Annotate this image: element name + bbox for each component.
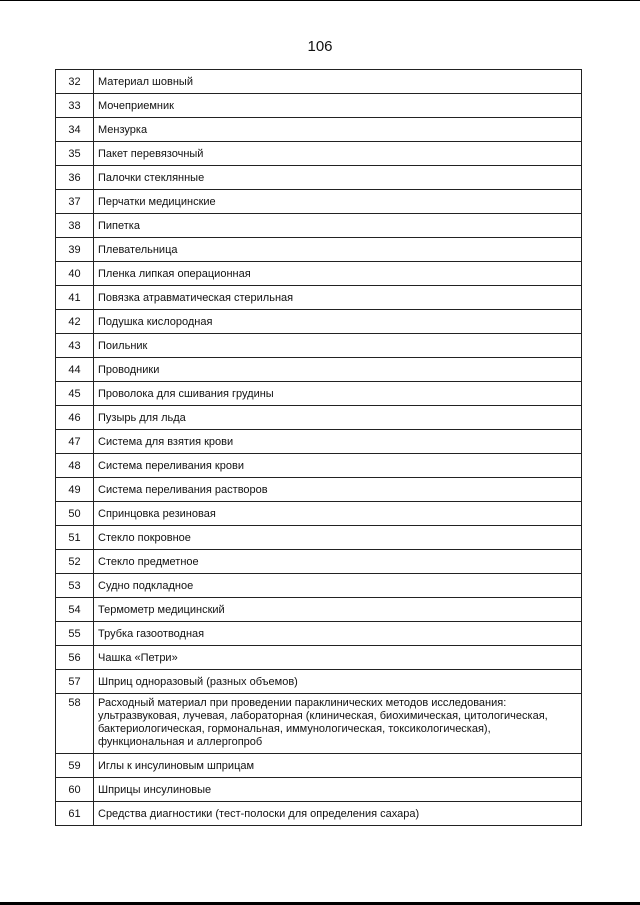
row-item: Система переливания растворов <box>94 478 582 502</box>
table-row <box>56 142 582 166</box>
row-number: 60 <box>56 778 94 802</box>
table-row <box>56 598 582 622</box>
table-row <box>56 622 582 646</box>
row-item: Система для взятия крови <box>94 430 582 454</box>
row-item: Палочки стеклянные <box>94 166 582 190</box>
table-row <box>56 526 582 550</box>
table-row <box>56 502 582 526</box>
row-item: Термометр медицинский <box>94 598 582 622</box>
row-number: 40 <box>56 262 94 286</box>
row-item: Стекло предметное <box>94 550 582 574</box>
table-row <box>56 454 582 478</box>
table-row <box>56 310 582 334</box>
table-row <box>56 802 582 826</box>
row-number: 53 <box>56 574 94 598</box>
row-number: 54 <box>56 598 94 622</box>
table-row <box>56 754 582 778</box>
supplies-table-body <box>56 70 582 826</box>
table-row <box>56 70 582 94</box>
row-item: Средства диагностики (тест-полоски для определения сахара) <box>94 802 582 826</box>
page-top-edge <box>0 0 640 1</box>
table-row <box>56 694 582 754</box>
row-item: Пузырь для льда <box>94 406 582 430</box>
row-number: 46 <box>56 406 94 430</box>
row-item: Проволока для сшивания грудины <box>94 382 582 406</box>
row-number: 58 <box>56 694 94 754</box>
row-item: Стекло покровное <box>94 526 582 550</box>
row-number: 45 <box>56 382 94 406</box>
page-number: 106 <box>307 38 333 55</box>
row-number: 36 <box>56 166 94 190</box>
row-number: 41 <box>56 286 94 310</box>
row-item: Мензурка <box>94 118 582 142</box>
row-number: 37 <box>56 190 94 214</box>
row-number: 61 <box>56 802 94 826</box>
row-item: Плевательница <box>94 238 582 262</box>
table-row <box>56 574 582 598</box>
row-item: Пипетка <box>94 214 582 238</box>
row-item: Поильник <box>94 334 582 358</box>
row-number: 59 <box>56 754 94 778</box>
table-row <box>56 550 582 574</box>
row-number: 50 <box>56 502 94 526</box>
row-number: 56 <box>56 646 94 670</box>
row-item: Шприц одноразовый (разных объемов) <box>94 670 582 694</box>
row-number: 52 <box>56 550 94 574</box>
row-item: Система переливания крови <box>94 454 582 478</box>
row-item: Повязка атравматическая стерильная <box>94 286 582 310</box>
row-number: 32 <box>56 70 94 94</box>
row-number: 42 <box>56 310 94 334</box>
table-row <box>56 94 582 118</box>
row-number: 35 <box>56 142 94 166</box>
row-item: Проводники <box>94 358 582 382</box>
table-row <box>56 166 582 190</box>
row-item: Расходный материал при проведении параклинических методов исследования: ультразвуковая, лучевая, лабораторная (клиническая, биохимическая, цитологическая, бактериологическая, гормональная, иммунологическая, токсикологическая), функциональная и аллергопроб <box>94 694 582 754</box>
row-item: Трубка газоотводная <box>94 622 582 646</box>
row-item: Мочеприемник <box>94 94 582 118</box>
table-row <box>56 478 582 502</box>
supplies-table <box>55 69 582 826</box>
row-number: 51 <box>56 526 94 550</box>
table-row <box>56 334 582 358</box>
row-number: 47 <box>56 430 94 454</box>
row-item: Перчатки медицинские <box>94 190 582 214</box>
row-number: 57 <box>56 670 94 694</box>
row-number: 33 <box>56 94 94 118</box>
table-row <box>56 358 582 382</box>
table-row <box>56 238 582 262</box>
table-row <box>56 382 582 406</box>
table-row <box>56 646 582 670</box>
table-row <box>56 190 582 214</box>
table-row <box>56 430 582 454</box>
row-item: Пленка липкая операционная <box>94 262 582 286</box>
row-item: Материал шовный <box>94 70 582 94</box>
row-item: Иглы к инсулиновым шприцам <box>94 754 582 778</box>
row-number: 48 <box>56 454 94 478</box>
table-row <box>56 118 582 142</box>
row-item: Судно подкладное <box>94 574 582 598</box>
row-number: 43 <box>56 334 94 358</box>
table-row <box>56 670 582 694</box>
row-number: 34 <box>56 118 94 142</box>
row-number: 39 <box>56 238 94 262</box>
table-row <box>56 214 582 238</box>
table-row <box>56 406 582 430</box>
row-item: Пакет перевязочный <box>94 142 582 166</box>
table-row <box>56 262 582 286</box>
row-item: Чашка «Петри» <box>94 646 582 670</box>
row-number: 49 <box>56 478 94 502</box>
row-number: 44 <box>56 358 94 382</box>
row-item: Подушка кислородная <box>94 310 582 334</box>
row-number: 38 <box>56 214 94 238</box>
row-item: Спринцовка резиновая <box>94 502 582 526</box>
table-row <box>56 286 582 310</box>
row-number: 55 <box>56 622 94 646</box>
row-item: Шприцы инсулиновые <box>94 778 582 802</box>
table-row <box>56 778 582 802</box>
